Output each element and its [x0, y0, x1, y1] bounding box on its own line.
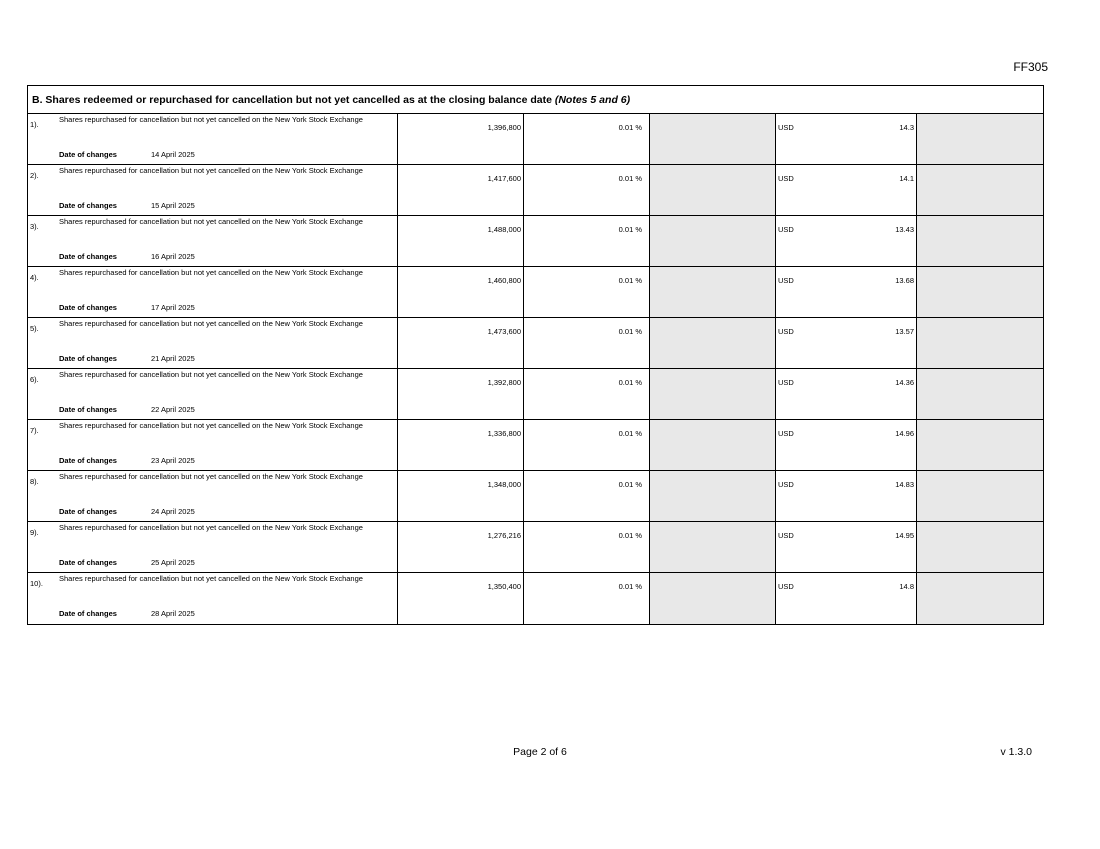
percentage: 0.01 %	[618, 480, 642, 489]
price-cell	[776, 216, 917, 266]
row-index: 8).	[30, 477, 39, 486]
description-cell	[28, 471, 398, 521]
shares-cell	[398, 165, 524, 215]
row-description: Shares repurchased for cancellation but not yet cancelled on the New York Stock Exchange	[59, 268, 363, 277]
date-of-changes-value: 21 April 2025	[151, 354, 195, 363]
row-index: 7).	[30, 426, 39, 435]
date-of-changes-label: Date of changes	[59, 150, 117, 159]
section-title	[28, 86, 1043, 114]
row-index: 5).	[30, 324, 39, 333]
price-cell	[776, 471, 917, 521]
price-per-share: 13.68	[895, 276, 914, 285]
table-row	[28, 318, 1043, 369]
shares-cell	[398, 114, 524, 164]
percentage: 0.01 %	[618, 378, 642, 387]
currency: USD	[778, 480, 794, 489]
row-description: Shares repurchased for cancellation but not yet cancelled on the New York Stock Exchange	[59, 115, 363, 124]
number-of-shares: 1,488,000	[487, 225, 521, 234]
shares-cell	[398, 573, 524, 624]
shaded-cell	[650, 216, 776, 266]
table-row	[28, 165, 1043, 216]
row-description: Shares repurchased for cancellation but not yet cancelled on the New York Stock Exchange	[59, 421, 363, 430]
row-description: Shares repurchased for cancellation but not yet cancelled on the New York Stock Exchange	[59, 523, 363, 532]
version-label: v 1.3.0	[1000, 746, 1032, 758]
price-per-share: 13.43	[895, 225, 914, 234]
date-of-changes-value: 24 April 2025	[151, 507, 195, 516]
shares-cell	[398, 318, 524, 368]
shares-cell	[398, 471, 524, 521]
date-of-changes-label: Date of changes	[59, 354, 117, 363]
percent-cell	[524, 573, 650, 624]
row-description: Shares repurchased for cancellation but not yet cancelled on the New York Stock Exchange	[59, 574, 363, 583]
price-per-share: 14.96	[895, 429, 914, 438]
percentage: 0.01 %	[618, 276, 642, 285]
number-of-shares: 1,460,800	[487, 276, 521, 285]
date-of-changes-label: Date of changes	[59, 558, 117, 567]
date-of-changes-value: 14 April 2025	[151, 150, 195, 159]
shaded-cell	[917, 522, 1043, 572]
percentage: 0.01 %	[618, 582, 642, 591]
price-per-share: 14.83	[895, 480, 914, 489]
price-cell	[776, 318, 917, 368]
percentage: 0.01 %	[618, 327, 642, 336]
shaded-cell	[650, 522, 776, 572]
shaded-cell	[917, 420, 1043, 470]
description-cell	[28, 165, 398, 215]
row-description: Shares repurchased for cancellation but not yet cancelled on the New York Stock Exchange	[59, 472, 363, 481]
currency: USD	[778, 429, 794, 438]
currency: USD	[778, 327, 794, 336]
date-of-changes-label: Date of changes	[59, 405, 117, 414]
shaded-cell	[650, 165, 776, 215]
shaded-cell	[650, 573, 776, 624]
row-index: 1).	[30, 120, 39, 129]
table-row	[28, 573, 1043, 624]
date-of-changes-value: 17 April 2025	[151, 303, 195, 312]
percent-cell	[524, 522, 650, 572]
date-of-changes-value: 28 April 2025	[151, 609, 195, 618]
description-cell	[28, 114, 398, 164]
row-index: 9).	[30, 528, 39, 537]
shaded-cell	[917, 216, 1043, 266]
date-of-changes-value: 15 April 2025	[151, 201, 195, 210]
shaded-cell	[917, 573, 1043, 624]
description-cell	[28, 420, 398, 470]
shaded-cell	[917, 267, 1043, 317]
row-index: 3).	[30, 222, 39, 231]
shares-cell	[398, 267, 524, 317]
currency: USD	[778, 531, 794, 540]
number-of-shares: 1,473,600	[487, 327, 521, 336]
row-index: 2).	[30, 171, 39, 180]
percent-cell	[524, 369, 650, 419]
row-description: Shares repurchased for cancellation but not yet cancelled on the New York Stock Exchange	[59, 319, 363, 328]
number-of-shares: 1,348,000	[487, 480, 521, 489]
description-cell	[28, 318, 398, 368]
shaded-cell	[917, 369, 1043, 419]
price-per-share: 14.8	[899, 582, 914, 591]
section-title-text: B. Shares redeemed or repurchased for cancellation but not yet cancelled as at the closing balance date	[32, 94, 552, 106]
number-of-shares: 1,336,800	[487, 429, 521, 438]
shares-cell	[398, 420, 524, 470]
percent-cell	[524, 216, 650, 266]
table-body	[28, 114, 1043, 624]
percent-cell	[524, 420, 650, 470]
price-per-share: 14.95	[895, 531, 914, 540]
shares-cell	[398, 522, 524, 572]
percent-cell	[524, 471, 650, 521]
shaded-cell	[650, 369, 776, 419]
date-of-changes-value: 25 April 2025	[151, 558, 195, 567]
price-cell	[776, 165, 917, 215]
table-row	[28, 369, 1043, 420]
shaded-cell	[917, 165, 1043, 215]
price-per-share: 14.3	[899, 123, 914, 132]
percentage: 0.01 %	[618, 225, 642, 234]
price-cell	[776, 573, 917, 624]
number-of-shares: 1,350,400	[487, 582, 521, 591]
table-row	[28, 420, 1043, 471]
row-index: 4).	[30, 273, 39, 282]
description-cell	[28, 573, 398, 624]
price-cell	[776, 522, 917, 572]
row-index: 10).	[30, 579, 43, 588]
date-of-changes-label: Date of changes	[59, 507, 117, 516]
table-row	[28, 267, 1043, 318]
shaded-cell	[917, 471, 1043, 521]
row-description: Shares repurchased for cancellation but not yet cancelled on the New York Stock Exchange	[59, 166, 363, 175]
row-index: 6).	[30, 375, 39, 384]
date-of-changes-label: Date of changes	[59, 303, 117, 312]
shaded-cell	[650, 420, 776, 470]
shaded-cell	[917, 114, 1043, 164]
number-of-shares: 1,396,800	[487, 123, 521, 132]
shaded-cell	[650, 267, 776, 317]
date-of-changes-label: Date of changes	[59, 609, 117, 618]
shaded-cell	[917, 318, 1043, 368]
price-cell	[776, 420, 917, 470]
currency: USD	[778, 174, 794, 183]
percent-cell	[524, 318, 650, 368]
date-of-changes-value: 22 April 2025	[151, 405, 195, 414]
table-row	[28, 522, 1043, 573]
percent-cell	[524, 165, 650, 215]
table-row	[28, 471, 1043, 522]
percentage: 0.01 %	[618, 531, 642, 540]
description-cell	[28, 522, 398, 572]
currency: USD	[778, 582, 794, 591]
price-cell	[776, 369, 917, 419]
shaded-cell	[650, 114, 776, 164]
shaded-cell	[650, 318, 776, 368]
shares-cell	[398, 216, 524, 266]
number-of-shares: 1,392,800	[487, 378, 521, 387]
section-notes: (Notes 5 and 6)	[554, 94, 631, 106]
percentage: 0.01 %	[618, 174, 642, 183]
description-cell	[28, 216, 398, 266]
price-per-share: 13.57	[895, 327, 914, 336]
shaded-cell	[650, 471, 776, 521]
price-per-share: 14.1	[899, 174, 914, 183]
date-of-changes-value: 23 April 2025	[151, 456, 195, 465]
table-row	[28, 114, 1043, 165]
table-row	[28, 216, 1043, 267]
currency: USD	[778, 225, 794, 234]
shares-table	[27, 85, 1044, 625]
date-of-changes-label: Date of changes	[59, 252, 117, 261]
currency: USD	[778, 123, 794, 132]
date-of-changes-value: 16 April 2025	[151, 252, 195, 261]
price-cell	[776, 267, 917, 317]
row-description: Shares repurchased for cancellation but not yet cancelled on the New York Stock Exchange	[59, 370, 363, 379]
description-cell	[28, 369, 398, 419]
number-of-shares: 1,417,600	[487, 174, 521, 183]
percentage: 0.01 %	[618, 429, 642, 438]
shares-cell	[398, 369, 524, 419]
description-cell	[28, 267, 398, 317]
percent-cell	[524, 267, 650, 317]
number-of-shares: 1,276,216	[487, 531, 521, 540]
price-per-share: 14.36	[895, 378, 914, 387]
currency: USD	[778, 276, 794, 285]
form-code: FF305	[1013, 60, 1048, 74]
page-number: Page 2 of 6	[513, 746, 567, 758]
currency: USD	[778, 378, 794, 387]
percent-cell	[524, 114, 650, 164]
percentage: 0.01 %	[618, 123, 642, 132]
date-of-changes-label: Date of changes	[59, 456, 117, 465]
row-description: Shares repurchased for cancellation but not yet cancelled on the New York Stock Exchange	[59, 217, 363, 226]
date-of-changes-label: Date of changes	[59, 201, 117, 210]
price-cell	[776, 114, 917, 164]
